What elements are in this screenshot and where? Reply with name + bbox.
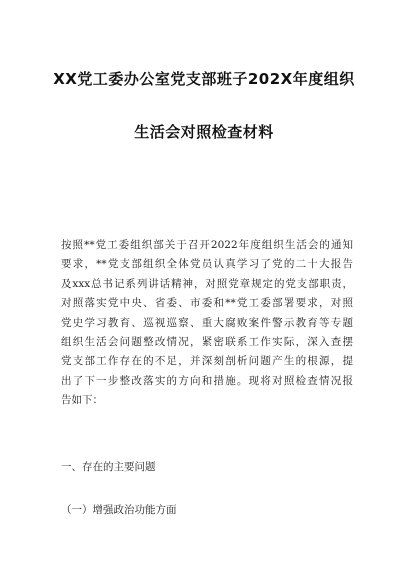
intro-line: 及xxx总书记系列讲话精神，对照党章规定的党支部职责，	[61, 277, 353, 290]
intro-line: 按照**党工委组织部关于召开2022年度组织生活会的通知	[61, 239, 353, 251]
subsection-heading: （一）增强政治功能方面	[61, 504, 177, 516]
intro-line: 告如下：	[61, 394, 103, 407]
intro-line: 要求，**党支部组织全体党员认真学习了党的二十大报告	[61, 258, 353, 271]
intro-line: 对照落实党中央、省委、市委和**党工委部署要求，对照	[61, 297, 353, 310]
section-heading: 一、存在的主要问题	[61, 461, 156, 473]
intro-line: 组织生活会问题整改情况，紧密联系工作实际，深入查摆	[61, 336, 353, 349]
intro-paragraph	[61, 236, 353, 411]
document-title-line-1: XX党工委办公室党支部班子202X年度组织	[53, 70, 355, 88]
intro-line: 党支部工作存在的不足，并深刻剖析问题产生的根源，提	[61, 355, 353, 368]
intro-line: 出了下一步整改落实的方向和措施。现将对照检查情况报	[61, 374, 353, 387]
document-title-line-2: 生活会对照检查材料	[134, 123, 274, 141]
intro-line: 党史学习教育、巡视巡察、重大腐败案件警示教育等专题	[61, 316, 353, 329]
